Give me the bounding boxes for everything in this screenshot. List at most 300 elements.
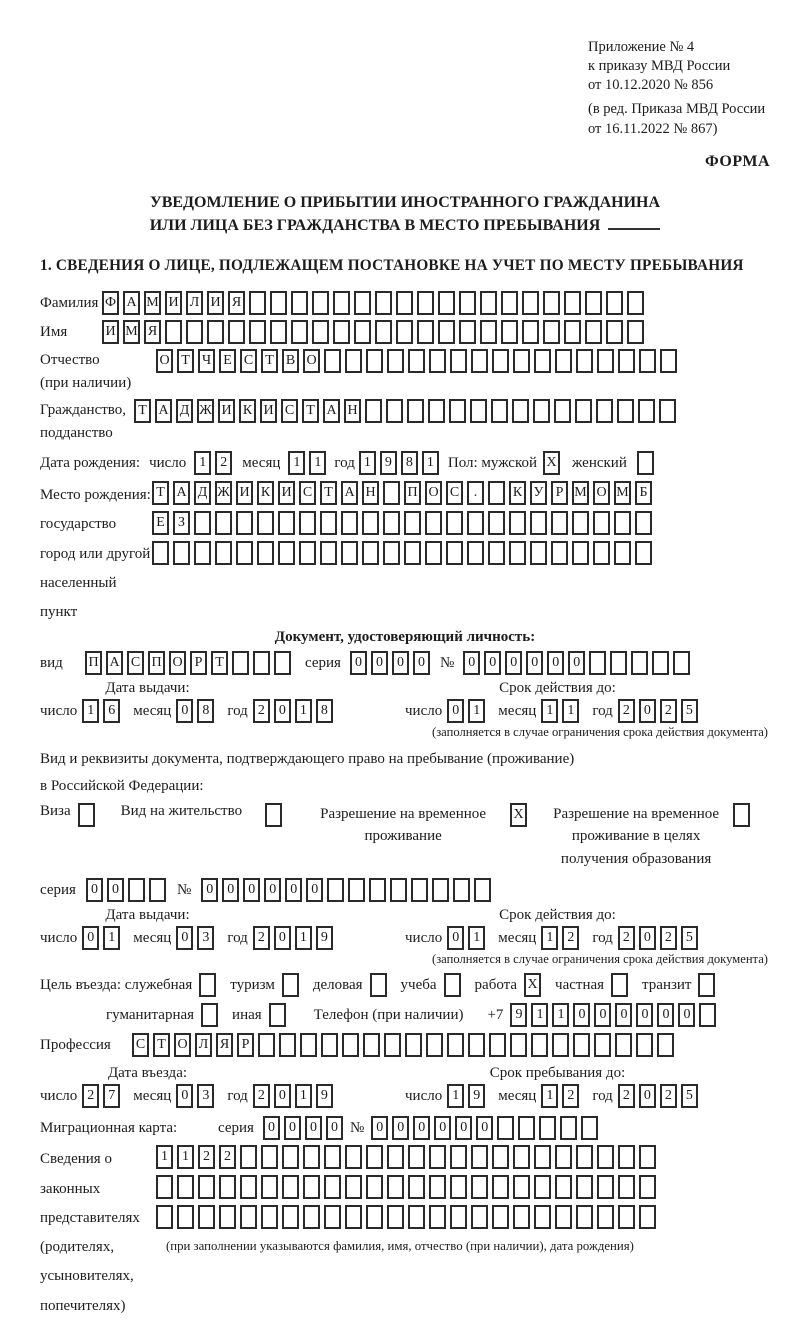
char-cell[interactable]: [513, 1205, 530, 1229]
char-cell[interactable]: 3: [197, 1084, 214, 1108]
char-cell[interactable]: О: [593, 481, 610, 505]
char-cell[interactable]: [219, 1205, 236, 1229]
char-cell[interactable]: [631, 651, 648, 675]
char-cell[interactable]: 0: [392, 1116, 409, 1140]
char-cell[interactable]: [411, 878, 428, 902]
char-cell[interactable]: 1: [552, 1003, 569, 1027]
purpose-work-checkbox[interactable]: [524, 973, 545, 997]
char-cell[interactable]: [438, 291, 455, 315]
char-cell[interactable]: [404, 541, 421, 565]
char-cell[interactable]: [177, 1175, 194, 1199]
char-cell[interactable]: [270, 291, 287, 315]
char-cell[interactable]: [530, 541, 547, 565]
char-cell[interactable]: [300, 1033, 317, 1057]
char-cell[interactable]: 1: [359, 451, 376, 475]
char-cell[interactable]: [321, 1033, 338, 1057]
char-cell[interactable]: С: [240, 349, 257, 373]
char-cell[interactable]: [492, 1145, 509, 1169]
char-cell[interactable]: С: [281, 399, 298, 423]
char-cell[interactable]: [390, 878, 407, 902]
char-cell[interactable]: О: [425, 481, 442, 505]
char-cell[interactable]: [429, 1175, 446, 1199]
char-cell[interactable]: [365, 399, 382, 423]
char-cell[interactable]: 0: [476, 1116, 493, 1140]
char-cell[interactable]: [572, 511, 589, 535]
char-cell[interactable]: [534, 1175, 551, 1199]
char-cell[interactable]: [699, 1003, 716, 1027]
char-cell[interactable]: [471, 1205, 488, 1229]
birth-year-input[interactable]: [359, 451, 443, 475]
char-cell[interactable]: [509, 511, 526, 535]
char-cell[interactable]: Е: [219, 349, 236, 373]
char-cell[interactable]: [635, 541, 652, 565]
char-cell[interactable]: [303, 1145, 320, 1169]
char-cell[interactable]: [324, 1175, 341, 1199]
char-cell[interactable]: [617, 399, 634, 423]
char-cell[interactable]: [492, 349, 509, 373]
char-cell[interactable]: [501, 291, 518, 315]
char-cell[interactable]: [652, 651, 669, 675]
char-cell[interactable]: [345, 1205, 362, 1229]
char-cell[interactable]: 0: [176, 699, 193, 723]
char-cell[interactable]: [369, 878, 386, 902]
char-cell[interactable]: [348, 878, 365, 902]
char-cell[interactable]: А: [173, 481, 190, 505]
char-cell[interactable]: 0: [573, 1003, 590, 1027]
char-cell[interactable]: [198, 1175, 215, 1199]
char-cell[interactable]: И: [207, 291, 224, 315]
char-cell[interactable]: [363, 1033, 380, 1057]
char-cell[interactable]: [404, 511, 421, 535]
char-cell[interactable]: [513, 349, 530, 373]
char-cell[interactable]: 0: [526, 651, 543, 675]
char-cell[interactable]: [459, 291, 476, 315]
char-cell[interactable]: И: [260, 399, 277, 423]
char-cell[interactable]: А: [323, 399, 340, 423]
char-cell[interactable]: 2: [198, 1145, 215, 1169]
purpose-humanitarian-checkbox[interactable]: [201, 1003, 222, 1027]
char-cell[interactable]: С: [127, 651, 144, 675]
char-cell[interactable]: [219, 1175, 236, 1199]
char-cell[interactable]: [194, 541, 211, 565]
char-cell[interactable]: [594, 1033, 611, 1057]
char-cell[interactable]: [253, 651, 270, 675]
char-cell[interactable]: [606, 320, 623, 344]
char-cell[interactable]: [165, 320, 182, 344]
char-cell[interactable]: [407, 399, 424, 423]
char-cell[interactable]: 5: [681, 699, 698, 723]
char-cell[interactable]: [497, 1116, 514, 1140]
char-cell[interactable]: [593, 541, 610, 565]
char-cell[interactable]: [576, 1175, 593, 1199]
char-cell[interactable]: [258, 1033, 275, 1057]
char-cell[interactable]: 0: [463, 651, 480, 675]
char-cell[interactable]: [156, 1205, 173, 1229]
doc-issue-day-input[interactable]: [82, 699, 124, 723]
char-cell[interactable]: 0: [447, 699, 464, 723]
char-cell[interactable]: 0: [350, 651, 367, 675]
permit-series-input[interactable]: [86, 878, 170, 902]
char-cell[interactable]: Л: [186, 291, 203, 315]
permit-issue-day-input[interactable]: [82, 926, 124, 950]
char-cell[interactable]: [324, 1145, 341, 1169]
char-cell[interactable]: 1: [541, 699, 558, 723]
char-cell[interactable]: [324, 1205, 341, 1229]
char-cell[interactable]: 0: [326, 1116, 343, 1140]
char-cell[interactable]: 0: [371, 1116, 388, 1140]
char-cell[interactable]: [303, 1205, 320, 1229]
char-cell[interactable]: 9: [316, 926, 333, 950]
char-cell[interactable]: [615, 1033, 632, 1057]
char-cell[interactable]: [733, 803, 750, 827]
char-cell[interactable]: [638, 399, 655, 423]
char-cell[interactable]: [387, 1145, 404, 1169]
char-cell[interactable]: [531, 1033, 548, 1057]
char-cell[interactable]: [673, 651, 690, 675]
char-cell[interactable]: Т: [134, 399, 151, 423]
char-cell[interactable]: 1: [295, 1084, 312, 1108]
char-cell[interactable]: X: [510, 803, 527, 827]
char-cell[interactable]: [551, 541, 568, 565]
char-cell[interactable]: Т: [320, 481, 337, 505]
char-cell[interactable]: С: [132, 1033, 149, 1057]
char-cell[interactable]: [597, 349, 614, 373]
char-cell[interactable]: [383, 511, 400, 535]
char-cell[interactable]: 1: [288, 451, 305, 475]
char-cell[interactable]: 0: [413, 1116, 430, 1140]
entry-year-input[interactable]: [253, 1084, 337, 1108]
char-cell[interactable]: 0: [371, 651, 388, 675]
char-cell[interactable]: [522, 291, 539, 315]
char-cell[interactable]: [450, 349, 467, 373]
char-cell[interactable]: [597, 1205, 614, 1229]
char-cell[interactable]: [312, 291, 329, 315]
char-cell[interactable]: Н: [362, 481, 379, 505]
char-cell[interactable]: [471, 1145, 488, 1169]
char-cell[interactable]: [554, 399, 571, 423]
char-cell[interactable]: 1: [422, 451, 439, 475]
char-cell[interactable]: А: [341, 481, 358, 505]
char-cell[interactable]: Т: [261, 349, 278, 373]
char-cell[interactable]: О: [156, 349, 173, 373]
char-cell[interactable]: 0: [615, 1003, 632, 1027]
char-cell[interactable]: И: [278, 481, 295, 505]
char-cell[interactable]: [375, 320, 392, 344]
char-cell[interactable]: [282, 1205, 299, 1229]
char-cell[interactable]: [575, 399, 592, 423]
char-cell[interactable]: 2: [215, 451, 232, 475]
char-cell[interactable]: [635, 511, 652, 535]
char-cell[interactable]: 0: [434, 1116, 451, 1140]
char-cell[interactable]: 0: [263, 1116, 280, 1140]
char-cell[interactable]: 2: [562, 926, 579, 950]
char-cell[interactable]: 9: [468, 1084, 485, 1108]
char-cell[interactable]: К: [239, 399, 256, 423]
char-cell[interactable]: [446, 541, 463, 565]
representatives-row1-input[interactable]: [156, 1145, 660, 1169]
char-cell[interactable]: [627, 291, 644, 315]
permit-valid-month-input[interactable]: [541, 926, 583, 950]
char-cell[interactable]: [282, 1175, 299, 1199]
char-cell[interactable]: 1: [295, 926, 312, 950]
char-cell[interactable]: [375, 291, 392, 315]
permit-number-input[interactable]: [201, 878, 495, 902]
char-cell[interactable]: [405, 1033, 422, 1057]
char-cell[interactable]: 1: [468, 699, 485, 723]
char-cell[interactable]: О: [303, 349, 320, 373]
char-cell[interactable]: 0: [222, 878, 239, 902]
char-cell[interactable]: [581, 1116, 598, 1140]
char-cell[interactable]: А: [123, 291, 140, 315]
char-cell[interactable]: [522, 320, 539, 344]
char-cell[interactable]: [501, 320, 518, 344]
char-cell[interactable]: 1: [194, 451, 211, 475]
sex-male-checkbox[interactable]: [543, 451, 564, 475]
char-cell[interactable]: [446, 511, 463, 535]
char-cell[interactable]: [543, 291, 560, 315]
char-cell[interactable]: [341, 511, 358, 535]
char-cell[interactable]: 0: [657, 1003, 674, 1027]
mig-series-input[interactable]: [263, 1116, 347, 1140]
char-cell[interactable]: [513, 1175, 530, 1199]
char-cell[interactable]: 0: [284, 1116, 301, 1140]
char-cell[interactable]: 2: [660, 699, 677, 723]
char-cell[interactable]: [657, 1033, 674, 1057]
char-cell[interactable]: [555, 349, 572, 373]
char-cell[interactable]: 0: [285, 878, 302, 902]
char-cell[interactable]: [450, 1175, 467, 1199]
char-cell[interactable]: [509, 541, 526, 565]
doc-valid-month-input[interactable]: [541, 699, 583, 723]
char-cell[interactable]: [698, 973, 715, 997]
birth-month-input[interactable]: [288, 451, 330, 475]
name-input[interactable]: [102, 320, 648, 344]
char-cell[interactable]: 9: [510, 1003, 527, 1027]
temp-residence-checkbox[interactable]: [510, 803, 531, 827]
char-cell[interactable]: [320, 541, 337, 565]
char-cell[interactable]: [450, 1145, 467, 1169]
char-cell[interactable]: П: [404, 481, 421, 505]
char-cell[interactable]: [240, 1145, 257, 1169]
char-cell[interactable]: [303, 1175, 320, 1199]
char-cell[interactable]: [387, 349, 404, 373]
char-cell[interactable]: 0: [306, 878, 323, 902]
char-cell[interactable]: [551, 511, 568, 535]
char-cell[interactable]: [572, 541, 589, 565]
char-cell[interactable]: 1: [531, 1003, 548, 1027]
char-cell[interactable]: [383, 481, 400, 505]
char-cell[interactable]: [408, 1175, 425, 1199]
char-cell[interactable]: [573, 1033, 590, 1057]
char-cell[interactable]: [585, 291, 602, 315]
char-cell[interactable]: 0: [274, 1084, 291, 1108]
char-cell[interactable]: 0: [107, 878, 124, 902]
char-cell[interactable]: Д: [194, 481, 211, 505]
char-cell[interactable]: Р: [237, 1033, 254, 1057]
char-cell[interactable]: [362, 511, 379, 535]
purpose-other-checkbox[interactable]: [269, 1003, 290, 1027]
char-cell[interactable]: [639, 349, 656, 373]
char-cell[interactable]: К: [257, 481, 274, 505]
purpose-official-checkbox[interactable]: [199, 973, 220, 997]
char-cell[interactable]: 1: [295, 699, 312, 723]
char-cell[interactable]: [215, 541, 232, 565]
char-cell[interactable]: [149, 878, 166, 902]
char-cell[interactable]: [576, 1145, 593, 1169]
char-cell[interactable]: [345, 1175, 362, 1199]
char-cell[interactable]: 0: [639, 926, 656, 950]
char-cell[interactable]: X: [524, 973, 541, 997]
char-cell[interactable]: [366, 349, 383, 373]
char-cell[interactable]: 0: [447, 926, 464, 950]
char-cell[interactable]: Ф: [102, 291, 119, 315]
char-cell[interactable]: М: [614, 481, 631, 505]
char-cell[interactable]: [618, 1175, 635, 1199]
purpose-business-checkbox[interactable]: [370, 973, 391, 997]
char-cell[interactable]: [429, 1145, 446, 1169]
char-cell[interactable]: 0: [176, 926, 193, 950]
char-cell[interactable]: [327, 878, 344, 902]
purpose-transit-checkbox[interactable]: [698, 973, 719, 997]
char-cell[interactable]: [596, 399, 613, 423]
char-cell[interactable]: [444, 973, 461, 997]
char-cell[interactable]: [291, 291, 308, 315]
char-cell[interactable]: О: [174, 1033, 191, 1057]
char-cell[interactable]: [333, 291, 350, 315]
char-cell[interactable]: [274, 651, 291, 675]
char-cell[interactable]: Р: [551, 481, 568, 505]
char-cell[interactable]: У: [530, 481, 547, 505]
char-cell[interactable]: 0: [86, 878, 103, 902]
char-cell[interactable]: Ч: [198, 349, 215, 373]
char-cell[interactable]: Д: [176, 399, 193, 423]
char-cell[interactable]: 2: [253, 699, 270, 723]
doc-number-input[interactable]: [463, 651, 694, 675]
char-cell[interactable]: [278, 541, 295, 565]
char-cell[interactable]: [492, 1205, 509, 1229]
char-cell[interactable]: 0: [82, 926, 99, 950]
char-cell[interactable]: Т: [177, 349, 194, 373]
char-cell[interactable]: 9: [380, 451, 397, 475]
char-cell[interactable]: [639, 1145, 656, 1169]
char-cell[interactable]: [637, 451, 654, 475]
char-cell[interactable]: [618, 1205, 635, 1229]
char-cell[interactable]: [611, 973, 628, 997]
char-cell[interactable]: [564, 320, 581, 344]
char-cell[interactable]: [488, 541, 505, 565]
char-cell[interactable]: [408, 349, 425, 373]
char-cell[interactable]: [201, 1003, 218, 1027]
char-cell[interactable]: [261, 1175, 278, 1199]
char-cell[interactable]: [660, 349, 677, 373]
char-cell[interactable]: [362, 541, 379, 565]
char-cell[interactable]: 1: [541, 1084, 558, 1108]
char-cell[interactable]: [240, 1175, 257, 1199]
stay-year-input[interactable]: [618, 1084, 702, 1108]
char-cell[interactable]: [555, 1205, 572, 1229]
char-cell[interactable]: [639, 1205, 656, 1229]
char-cell[interactable]: [366, 1175, 383, 1199]
char-cell[interactable]: 0: [547, 651, 564, 675]
char-cell[interactable]: П: [85, 651, 102, 675]
char-cell[interactable]: [278, 511, 295, 535]
char-cell[interactable]: [606, 291, 623, 315]
char-cell[interactable]: [639, 1175, 656, 1199]
char-cell[interactable]: [576, 349, 593, 373]
char-cell[interactable]: [610, 651, 627, 675]
char-cell[interactable]: 2: [253, 1084, 270, 1108]
char-cell[interactable]: М: [144, 291, 161, 315]
char-cell[interactable]: 6: [103, 699, 120, 723]
char-cell[interactable]: А: [106, 651, 123, 675]
char-cell[interactable]: [186, 320, 203, 344]
char-cell[interactable]: 0: [505, 651, 522, 675]
char-cell[interactable]: [228, 320, 245, 344]
char-cell[interactable]: [471, 349, 488, 373]
char-cell[interactable]: [384, 1033, 401, 1057]
birthplace-row2-input[interactable]: [152, 511, 656, 535]
char-cell[interactable]: [173, 541, 190, 565]
char-cell[interactable]: С: [299, 481, 316, 505]
char-cell[interactable]: [417, 291, 434, 315]
char-cell[interactable]: Т: [302, 399, 319, 423]
char-cell[interactable]: [320, 511, 337, 535]
char-cell[interactable]: [236, 511, 253, 535]
char-cell[interactable]: [429, 349, 446, 373]
char-cell[interactable]: 8: [197, 699, 214, 723]
char-cell[interactable]: 2: [219, 1145, 236, 1169]
char-cell[interactable]: 9: [316, 1084, 333, 1108]
char-cell[interactable]: 5: [681, 1084, 698, 1108]
char-cell[interactable]: [636, 1033, 653, 1057]
doc-valid-year-input[interactable]: [618, 699, 702, 723]
char-cell[interactable]: [659, 399, 676, 423]
char-cell[interactable]: [488, 511, 505, 535]
phone-input[interactable]: [510, 1003, 720, 1027]
doc-issue-month-input[interactable]: [176, 699, 218, 723]
char-cell[interactable]: [279, 1033, 296, 1057]
char-cell[interactable]: [198, 1205, 215, 1229]
char-cell[interactable]: [447, 1033, 464, 1057]
birth-day-input[interactable]: [194, 451, 236, 475]
char-cell[interactable]: 2: [660, 1084, 677, 1108]
char-cell[interactable]: [480, 320, 497, 344]
char-cell[interactable]: [510, 1033, 527, 1057]
profession-input[interactable]: [132, 1033, 678, 1057]
char-cell[interactable]: [530, 511, 547, 535]
char-cell[interactable]: 1: [562, 699, 579, 723]
char-cell[interactable]: [552, 1033, 569, 1057]
char-cell[interactable]: [449, 399, 466, 423]
char-cell[interactable]: 1: [468, 926, 485, 950]
char-cell[interactable]: [555, 1145, 572, 1169]
char-cell[interactable]: [614, 541, 631, 565]
char-cell[interactable]: [467, 511, 484, 535]
char-cell[interactable]: 0: [392, 651, 409, 675]
char-cell[interactable]: Я: [144, 320, 161, 344]
char-cell[interactable]: [614, 511, 631, 535]
stay-day-input[interactable]: [447, 1084, 489, 1108]
char-cell[interactable]: 1: [103, 926, 120, 950]
purpose-private-checkbox[interactable]: [611, 973, 632, 997]
char-cell[interactable]: [261, 1145, 278, 1169]
char-cell[interactable]: А: [155, 399, 172, 423]
char-cell[interactable]: М: [123, 320, 140, 344]
char-cell[interactable]: [428, 399, 445, 423]
char-cell[interactable]: [467, 541, 484, 565]
char-cell[interactable]: [291, 320, 308, 344]
char-cell[interactable]: Ж: [197, 399, 214, 423]
